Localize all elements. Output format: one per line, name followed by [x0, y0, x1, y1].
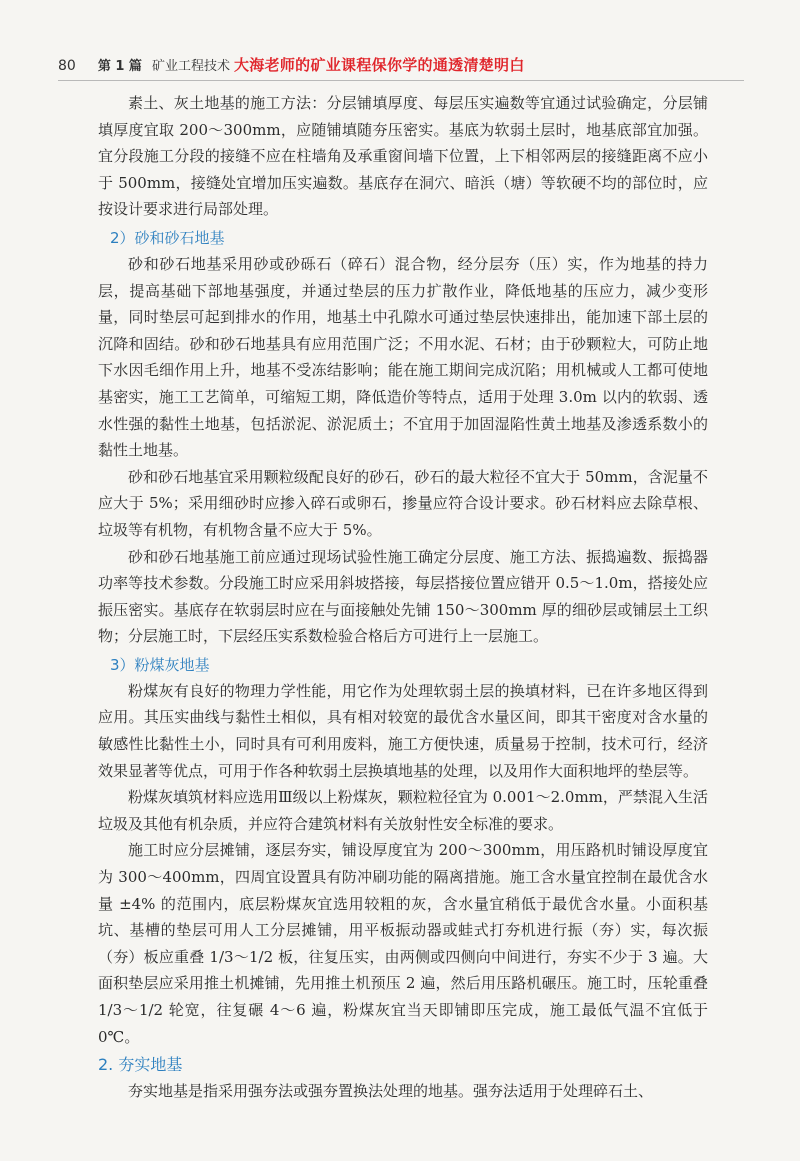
subsection-heading: 2）砂和砂石地基 [110, 228, 225, 247]
section-heading: 2. 夯实地基 [98, 1055, 183, 1075]
part-label: 第 1 篇 [97, 59, 142, 74]
paragraph: 砂和砂石地基采用砂或砂砾石（碎石）混合物，经分层夯（压）实，作为地基的持力层，提高基础下部地基强度，并通过垫层的压力扩散作业，降低地基的压应力，减少变形量，同时垫层可起到排水的作用，地基土中孔隙水可通过垫层快速排出，能加速下部土层的沉降和固结。砂和砂石地基具有应用范围广泛；不用水泥、石材；由于砂颗粒大，可防止地下水因毛细作用上升，地基不受冻结影响；能在施工期间完成沉陷；用机械或人工都可使地基密实，施工工艺简单，可缩短工期，降低造价等特点，适用于处理 3.0m 以内的软弱、透水性强的黏性土地基，包括淤泥、淤泥质土；不宜用于加固湿陷性黄土地基及渗透系数小的黏性土地基。 [98, 254, 708, 460]
subsection-heading: 3）粉煤灰地基 [110, 655, 210, 674]
paragraph: 粉煤灰填筑材料应选用Ⅲ级以上粉煤灰，颗粒粒径宜为 0.001～2.0mm，严禁混入生活垃圾及其他有机杂质，并应符合建筑材料有关放射性安全标准的要求。 [98, 788, 708, 833]
header-divider [58, 80, 744, 81]
paragraph: 施工时应分层摊铺，逐层夯实，铺设厚度宜为 200～300mm，用压路机时铺设厚度宜为 300～400mm，四周宜设置具有防冲刷功能的隔离措施。施工含水量宜控制在最优含水量 ±4% 的范围内，底层粉煤灰宜选用较粗的灰，含水量宜稍低于最优含水量。小面积基坑、基槽的垫层可用人工分层摊铺，用平板振动器或蛙式打夯机进行振（夯）实，每次振（夯）板应重叠 1/3～1/2 板，往复压实，由两侧或四侧向中间进行，夯实不少于 3 遍。大面积垫层应采用推土机摊铺，先用推土机预压 2 遍，然后用压路机碾压。施工时，压轮重叠 1/3～1/2 轮宽，往复碾 4～6 遍，粉煤灰宜当天即铺即压完成，施工最低气温不宜低于 0℃。 [98, 841, 708, 1046]
paragraph: 砂和砂石地基施工前应通过现场试验性施工确定分层度、施工方法、振捣遍数、振捣器功率等技术参数。分段施工时应采用斜坡搭接，每层搭接位置应错开 0.5～1.0m，搭接处应振压密实。基底存在软弱层时应在与面接触处先铺 150～300mm 厚的细砂层或铺层土工织物；分层施工时，下层经压实系数检验合格后方可进行上一层施工。 [98, 547, 708, 646]
running-header [58, 54, 748, 76]
paragraph: 夯实地基是指采用强夯法或强夯置换法处理的地基。强夯法适用于处理碎石土、 [128, 1082, 654, 1101]
page-number: 80 [58, 58, 76, 74]
paragraph: 砂和砂石地基宜采用颗粒级配良好的砂石，砂石的最大粒径不宜大于 50mm，含泥量不应大于 5%；采用细砂时应掺入碎石或卵石，掺量应符合设计要求。砂石材料应去除草根、垃圾等有机物，有机物含量不应大于 5%。 [98, 467, 708, 539]
paragraph: 素土、灰土地基的施工方法：分层铺填厚度、每层压实遍数等宜通过试验确定，分层铺填厚度宜取 200～300mm，应随铺填随夯压密实。基底为软弱土层时，地基底部宜加强。宜分段施工分段的接缝不应在柱墙角及承重窗间墙下位置，上下相邻两层的接缝距离不应小于 500mm，接缝处宜增加压实遍数。基底存在洞穴、暗浜（塘）等软硬不均的部位时，应按设计要求进行局部处理。 [98, 94, 708, 219]
chapter-title: 矿业工程技术 [151, 59, 230, 74]
paragraph: 粉煤灰有良好的物理力学性能，用它作为处理软弱土层的换填材料，已在许多地区得到应用。其压实曲线与黏性土相似，具有相对较宽的最优含水量区间，即其干密度对含水量的敏感性比黏性土小，同时具有可利用废料，施工方便快速，质量易于控制，技术可行，经济效果显著等优点，可用于作各种软弱土层换填地基的处理，以及用作大面积地坪的垫层等。 [98, 681, 708, 780]
body-text [98, 90, 708, 1105]
watermark-text: 大海老师的矿业课程保你学的通透清楚明白 [233, 56, 525, 74]
